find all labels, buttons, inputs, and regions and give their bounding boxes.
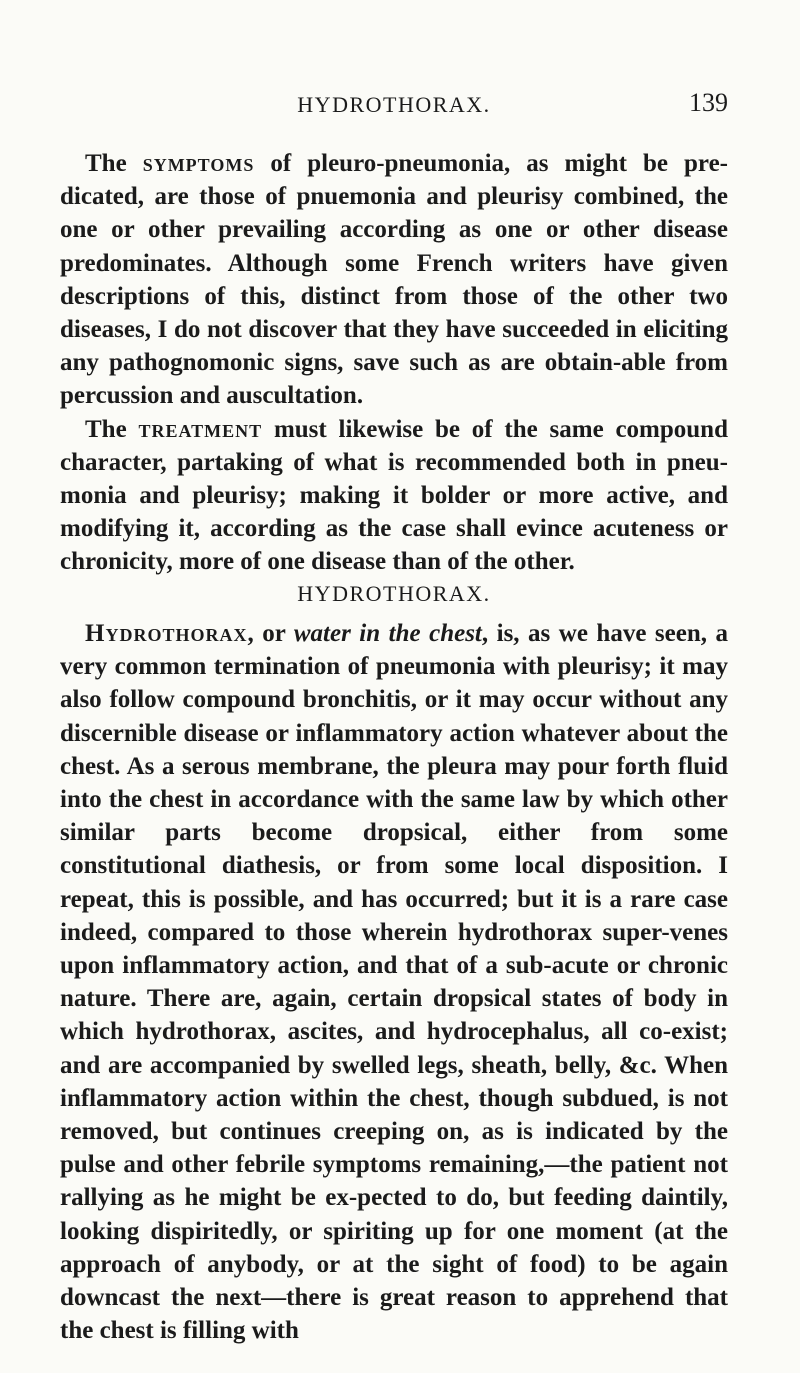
body-text-top: [60, 147, 728, 579]
small-caps-term: symptoms: [142, 150, 255, 177]
paragraph-lead: The: [85, 150, 143, 177]
italic-term: water in the chest: [293, 620, 482, 647]
small-caps-term: Hydrothorax: [85, 620, 248, 647]
running-head: [60, 88, 728, 128]
paragraph-symptoms: [60, 147, 728, 413]
body-text-bottom: [60, 617, 728, 1347]
page-number: 139: [689, 88, 728, 117]
section-heading: HYDROTHORAX.: [297, 581, 491, 606]
paragraph-text: , or: [247, 620, 294, 647]
paragraph-treatment: [60, 413, 728, 579]
running-title: HYDROTHORAX.: [297, 92, 491, 117]
paragraph-hydrothorax: [60, 617, 728, 1347]
paragraph-lead: The: [85, 415, 139, 443]
paragraph-text: of pleuro-pneumonia, as might be pre-dicated, are those of pnuemonia and pleurisy combined, the one or other prevailing according as one or other disease predominates. Although some French writers have given descriptions of this, distinct from those of the other two diseases, I do not discover that they have succeeded in eliciting any pathognomonic signs, save such as are obtain-able from percussion and auscultation.: [60, 150, 728, 410]
paragraph-text: must likewise be of the same compound character, partaking of what is recommended both in pneu-monia and pleurisy; making it bolder or more active, and modifying it, according as the case shall evince acuteness or chronicity, more of one disease than of the other.: [60, 415, 728, 576]
paragraph-text: , is, as we have seen, a very common termination of pneumonia with pleurisy; it may also follow compound bronchitis, or it may occur without any discernible disease or inflammatory action whatever about the chest. As a serous membrane, the pleura may pour forth fluid into the chest in accordance with the same law by which other similar parts become dropsical, either from some constitutional diathesis, or from some local disposition. I repeat, this is possible, and has occurred; but it is a rare case indeed, compared to those wherein hydrothorax super-venes upon inflammatory action, and that of a sub-acute or chronic nature. There are, again, certain dropsical states of body in which hydrothorax, ascites, and hydrocephalus, all co-exist; and are accompanied by swelled legs, sheath, belly, &c. When inflammatory action within the chest, though subdued, is not removed, but continues creeping on, as is indicated by the pulse and other febrile symptoms remaining,—the patient not rallying as he might be ex-pected to do, but feeding daintily, looking dispiritedly, or spiriting up for one moment (at the approach of anybody, or at the sight of food) to be again downcast the next—there is great reason to apprehend that the chest is filling with: [60, 620, 728, 1345]
small-caps-term: treatment: [138, 415, 263, 443]
